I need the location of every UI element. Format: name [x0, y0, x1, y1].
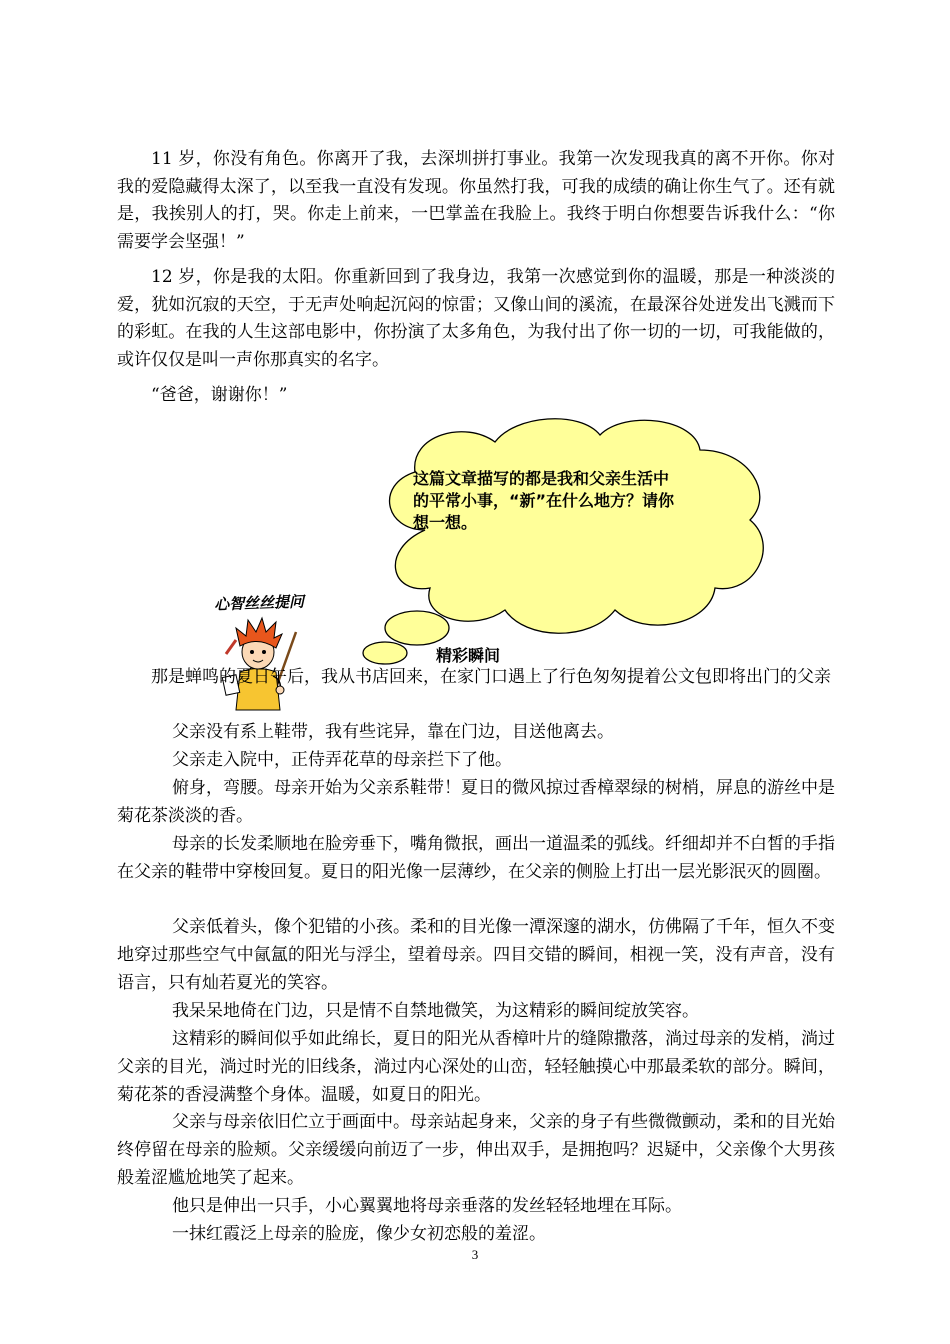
- thought-bubble-icon: [355, 410, 785, 670]
- mascot-label: 心智丝丝提问: [213, 592, 305, 614]
- paragraph-age-12: 12 岁，你是我的太阳。你重新回到了我身边，我第一次感觉到你的温暖，那是一种淡淡的爱，犹如沉寂的天空，于无声处响起沉闷的惊雷；又像山间的溪流，在最深谷处迸发出飞溅而下的彩虹。在我的人生这部电影中，你扮演了太多角色，为我付出了你一切的一切，可我能做的，或许仅仅是叫一声你那真实的名字。: [117, 267, 835, 370]
- story-paragraph: 父亲低着头，像个犯错的小孩。柔和的目光像一潭深邃的湖水，仿佛隔了千年，恒久不变地穿过那些空气中氤氲的阳光与浮尘，望着母亲。四目交错的瞬间，相视一笑，没有声音，没有语言，只有灿若夏光的笑容。: [117, 917, 835, 993]
- story-paragraph: 父亲走入院中，正侍弄花草的母亲拦下了他。: [172, 750, 512, 770]
- story-paragraph: 父亲没有系上鞋带，我有些诧异，靠在门边，目送他离去。: [172, 722, 614, 742]
- story-paragraph: 俯身，弯腰。母亲开始为父亲系鞋带！夏日的微风掠过香樟翠绿的树梢，屏息的游丝中是菊花茶淡淡的香。: [117, 778, 835, 826]
- story-paragraph: 他只是伸出一只手，小心翼翼地将母亲垂落的发丝轻轻地埋在耳际。: [172, 1196, 682, 1216]
- story-paragraph: 一抹红霞泛上母亲的脸庞，像少女初恋般的羞涩。: [172, 1224, 546, 1244]
- paragraph-age-11: 11 岁，你没有角色。你离开了我，去深圳拼打事业。我第一次发现我真的离不开你。你对我的爱隐藏得太深了，以至我一直没有发现。你虽然打我，可我的成绩的确让你生气了。还有就是，我挨别人的打，哭。你走上前来，一巴掌盖在我脸上。我终于明白你想要告诉我什么：“你需要学会坚强！”: [117, 149, 835, 252]
- section-title: 精彩瞬间: [436, 646, 501, 665]
- story-paragraph: 这精彩的瞬间似乎如此绵长，夏日的阳光从香樟叶片的缝隙撒落，淌过母亲的发梢，淌过父亲的目光，淌过时光的旧线条，淌过内心深处的山峦，轻轻触摸心中那最柔软的部分。瞬间，菊花茶的香浸满整个身体。温暖，如夏日的阳光。: [117, 1029, 835, 1105]
- story-paragraph: 我呆呆地倚在门边，只是情不自禁地微笑，为这精彩的瞬间绽放笑容。: [172, 1001, 699, 1021]
- page-number: 3: [471, 1247, 479, 1262]
- thought-bubble-text: 这篇文章描写的都是我和父亲生活中的平常小事，“新”在什么地方？请你想一想。: [413, 469, 675, 532]
- paragraph-thanks: “爸爸，谢谢你！”: [151, 385, 288, 405]
- story-paragraph: 父亲与母亲依旧伫立于画面中。母亲站起身来，父亲的身子有些微微颤动，柔和的目光始终停留在母亲的脸颊。父亲缓缓向前迈了一步，伸出双手，是拥抱吗？迟疑中，父亲像个大男孩般羞涩尴尬地笑了起来。: [117, 1112, 835, 1188]
- story-paragraph: 那是蝉鸣的夏日午后，我从书店回来，在家门口遇上了行色匆匆提着公文包即将出门的父亲: [151, 667, 831, 687]
- story-paragraph: 母亲的长发柔顺地在脸旁垂下，嘴角微抿，画出一道温柔的弧线。纤细却并不白皙的手指在父亲的鞋带中穿梭回复。夏日的阳光像一层薄纱，在父亲的侧脸上打出一层光影泯灭的圆圈。: [117, 834, 835, 882]
